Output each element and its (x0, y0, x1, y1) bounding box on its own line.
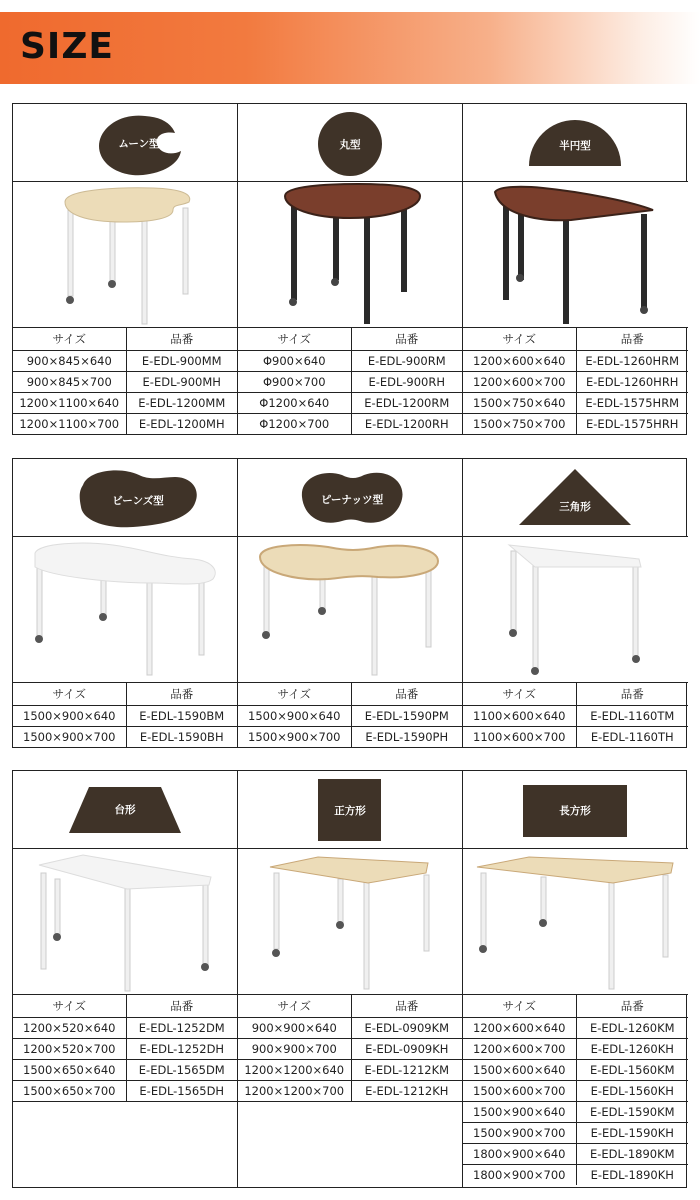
shape-label: 長方形 (559, 804, 591, 817)
table-row (463, 413, 688, 434)
model-cell: E-EDL-1890KM (576, 1143, 688, 1164)
shape-triangle (463, 459, 688, 537)
col-size-header: サイズ (238, 995, 351, 1017)
shape-label: 台形 (114, 803, 136, 816)
table-row (13, 1059, 237, 1080)
col-size-header: サイズ (463, 683, 576, 705)
photo-beans (13, 537, 237, 683)
table-row (463, 705, 688, 726)
model-cell: E-EDL-1212KM (351, 1059, 462, 1080)
table-row (238, 413, 462, 434)
model-cell: E-EDL-1890KH (590, 1167, 674, 1182)
model-cell: E-EDL-1590BH (139, 729, 224, 744)
product-rectangle (463, 771, 688, 1187)
photo-half-round (463, 182, 688, 328)
product-round (238, 104, 463, 434)
photo-round (238, 182, 462, 328)
shape-label: 三角形 (559, 500, 591, 513)
half-round-table-image (463, 182, 688, 328)
table-row (463, 726, 688, 747)
model-cell: E-EDL-1260HRM (576, 350, 688, 371)
spec-table-peanuts (238, 683, 462, 747)
size-cell: 1100×600×640 (463, 705, 576, 726)
spec-table-square (238, 995, 462, 1101)
size-cell: Φ900×700 (238, 371, 351, 392)
spec-table-moon (13, 328, 237, 434)
product-moon (13, 104, 238, 434)
col-model-header: 品番 (351, 995, 462, 1017)
model-cell: E-EDL-900RM (351, 350, 462, 371)
col-size-header: サイズ (463, 328, 576, 350)
table-row (13, 726, 237, 747)
size-cell: 1500×900×700 (13, 726, 126, 747)
model-cell: E-EDL-1260HRH (576, 371, 688, 392)
model-cell: E-EDL-1260KH (576, 1038, 688, 1059)
table-row (463, 1143, 688, 1164)
banner-title: SIZE (20, 26, 115, 67)
product-square (238, 771, 463, 1187)
col-model-header: 品番 (576, 683, 688, 705)
col-size-header: サイズ (13, 683, 126, 705)
size-cell: 1200×520×700 (13, 1038, 126, 1059)
model-cell: E-EDL-900MM (126, 350, 237, 371)
size-cell: 1200×600×640 (463, 1017, 576, 1038)
col-size-header: サイズ (238, 328, 351, 350)
table-row (463, 1080, 688, 1101)
col-size-header: サイズ (463, 995, 576, 1017)
spec-table-beans (13, 683, 237, 747)
shape-square (238, 771, 462, 849)
size-cell: 1500×900×640 (13, 705, 126, 726)
shape-beans (13, 459, 237, 537)
trapezoid-table-image (13, 849, 237, 995)
table-row (238, 1038, 462, 1059)
col-size-header: サイズ (238, 683, 351, 705)
size-banner (0, 12, 700, 84)
photo-rectangle (463, 849, 688, 995)
table-row (238, 1017, 462, 1038)
model-cell: E-EDL-1160TM (576, 705, 688, 726)
empty-area (238, 1101, 462, 1187)
table-row (13, 350, 237, 371)
shape-peanuts (238, 459, 462, 537)
model-cell: E-EDL-1212KH (365, 1083, 449, 1098)
size-cell: Φ1200×640 (238, 392, 351, 413)
table-row (238, 1080, 462, 1101)
size-cell: 1800×900×700 (463, 1164, 576, 1185)
model-cell: E-EDL-1590KM (576, 1101, 688, 1122)
photo-triangle (463, 537, 688, 683)
model-cell: E-EDL-1565DM (126, 1059, 237, 1080)
size-cell: 900×900×700 (238, 1038, 351, 1059)
shape-trapezoid (13, 771, 237, 849)
shape-label: ムーン型 (118, 137, 160, 150)
model-cell: E-EDL-1200MM (126, 392, 237, 413)
table-row (238, 350, 462, 371)
model-cell: E-EDL-1160TH (590, 729, 674, 744)
model-cell: E-EDL-1575HRM (576, 392, 688, 413)
size-cell: 1500×900×700 (463, 1122, 576, 1143)
model-cell: E-EDL-1560KM (576, 1059, 688, 1080)
photo-peanuts (238, 537, 462, 683)
moon-table-image (13, 182, 237, 328)
table-row (13, 371, 237, 392)
table-row (463, 1038, 688, 1059)
model-cell: E-EDL-1252DM (126, 1017, 237, 1038)
table-row (13, 1080, 237, 1101)
shape-half-round (463, 104, 688, 182)
product-trapezoid (13, 771, 238, 1187)
round-table-image (238, 182, 462, 328)
size-cell: 1200×1100×640 (13, 392, 126, 413)
table-row (238, 1059, 462, 1080)
table-row (238, 392, 462, 413)
product-triangle (463, 459, 688, 747)
size-cell: 1800×900×640 (463, 1143, 576, 1164)
col-model-header: 品番 (126, 328, 237, 350)
size-cell: 1200×520×640 (13, 1017, 126, 1038)
triangle-table-image (463, 537, 688, 683)
shape-label: 半円型 (559, 139, 591, 152)
table-row (463, 350, 688, 371)
square-table-image (238, 849, 462, 995)
table-row (463, 1059, 688, 1080)
model-cell: E-EDL-1590PH (365, 729, 449, 744)
product-peanuts (238, 459, 463, 747)
model-cell: E-EDL-0909KM (351, 1017, 462, 1038)
size-cell: 1200×1200×640 (238, 1059, 351, 1080)
beans-table-image (13, 537, 237, 683)
col-model-header: 品番 (126, 683, 237, 705)
table-row (13, 705, 237, 726)
table-row (463, 371, 688, 392)
spec-table-half-round (463, 328, 688, 434)
model-cell: E-EDL-1200RM (351, 392, 462, 413)
size-cell: 1500×750×640 (463, 392, 576, 413)
table-row (238, 726, 462, 747)
section-row-1 (12, 103, 687, 435)
shape-moon (13, 104, 237, 182)
size-cell: 900×845×640 (13, 350, 126, 371)
empty-area (13, 1101, 237, 1187)
product-beans (13, 459, 238, 747)
table-row (238, 371, 462, 392)
size-cell: 1500×600×700 (463, 1080, 576, 1101)
table-row (463, 1101, 688, 1122)
model-cell: E-EDL-1590PM (351, 705, 462, 726)
model-cell: E-EDL-900MH (126, 371, 237, 392)
table-row (463, 1017, 688, 1038)
size-cell: 1500×600×640 (463, 1059, 576, 1080)
spec-table-round (238, 328, 462, 434)
table-row (13, 1038, 237, 1059)
size-cell: 1500×900×640 (238, 705, 351, 726)
table-row (238, 705, 462, 726)
product-half-round (463, 104, 688, 434)
size-cell: 1200×600×700 (463, 371, 576, 392)
size-cell: 900×900×640 (238, 1017, 351, 1038)
model-cell: E-EDL-900RH (351, 371, 462, 392)
shape-round (238, 104, 462, 182)
size-cell: 1200×600×640 (463, 350, 576, 371)
size-cell: 1500×750×700 (463, 413, 576, 434)
shape-label: 丸型 (339, 138, 361, 151)
model-cell: E-EDL-1590BM (126, 705, 237, 726)
col-model-header: 品番 (126, 995, 237, 1017)
shape-rectangle (463, 771, 688, 849)
spec-table-rectangle (463, 995, 688, 1185)
model-cell: E-EDL-1565DH (139, 1083, 225, 1098)
model-cell: E-EDL-1252DH (126, 1038, 237, 1059)
col-model-header: 品番 (576, 328, 688, 350)
size-cell: 1100×600×700 (463, 726, 576, 747)
model-cell: E-EDL-1200MH (138, 416, 225, 431)
size-cell: 1500×650×640 (13, 1059, 126, 1080)
model-cell: E-EDL-0909KH (351, 1038, 462, 1059)
model-cell: E-EDL-1560KH (576, 1080, 688, 1101)
model-cell: E-EDL-1200RH (364, 416, 449, 431)
size-cell: 1200×1200×700 (238, 1080, 351, 1101)
section-row-2 (12, 458, 687, 748)
spec-table-triangle (463, 683, 688, 747)
shape-label: 正方形 (334, 804, 366, 817)
section-row-3 (12, 770, 687, 1188)
table-row (463, 392, 688, 413)
table-row (463, 1164, 688, 1185)
size-cell: Φ1200×700 (238, 413, 351, 434)
col-size-header: サイズ (13, 995, 126, 1017)
shape-label: ピーナッツ型 (320, 493, 384, 506)
size-cell: 900×845×700 (13, 371, 126, 392)
size-cell: Φ900×640 (238, 350, 351, 371)
col-size-header: サイズ (13, 328, 126, 350)
photo-moon (13, 182, 237, 328)
photo-trapezoid (13, 849, 237, 995)
col-model-header: 品番 (576, 995, 688, 1017)
col-model-header: 品番 (351, 328, 462, 350)
size-cell: 1200×1100×700 (13, 413, 126, 434)
peanuts-table-image (238, 537, 462, 683)
spec-table-trapezoid (13, 995, 237, 1101)
table-row (13, 392, 237, 413)
col-model-header: 品番 (351, 683, 462, 705)
model-cell: E-EDL-1590KH (576, 1122, 688, 1143)
size-cell: 1500×900×700 (238, 726, 351, 747)
size-cell: 1200×600×700 (463, 1038, 576, 1059)
size-cell: 1500×900×640 (463, 1101, 576, 1122)
photo-square (238, 849, 462, 995)
size-cell: 1500×650×700 (13, 1080, 126, 1101)
rectangle-table-image (463, 849, 688, 995)
shape-label: ビーンズ型 (112, 494, 164, 507)
table-row (463, 1122, 688, 1143)
model-cell: E-EDL-1575HRH (586, 416, 679, 431)
table-row (13, 413, 237, 434)
table-row (13, 1017, 237, 1038)
model-cell: E-EDL-1260KM (576, 1017, 688, 1038)
